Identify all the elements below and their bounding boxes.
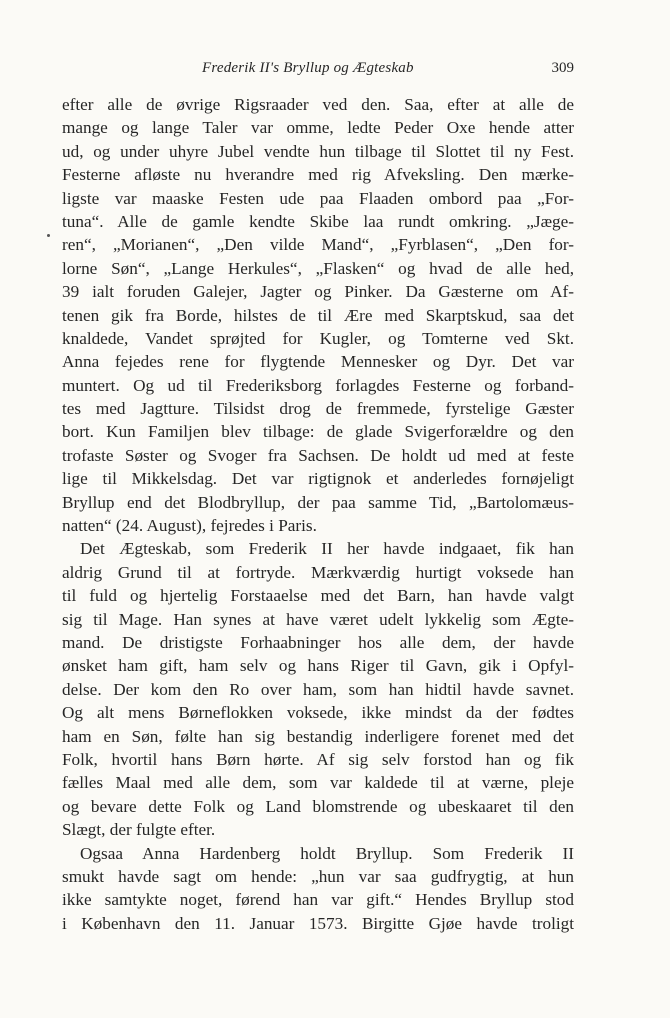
text-line: i København den 11. Januar 1573. Birgitte Gjøe havde troligt [62,913,574,933]
text-line: ren“, „Morianen“, „Den vilde Mand“, „Fyrblasen“, „Den for- [62,235,574,255]
page-header [62,60,574,82]
text-line: Folk, hvortil hans Børn hørte. Af sig selv forstod han og fik [62,749,574,769]
paragraph-start-line: Det Ægteskab, som Frederik II her havde indgaaet, fik han [80,539,574,559]
running-title: Frederik II's Bryllup og Ægteskab [202,60,414,76]
text-line: lige til Mikkelsdag. Det var rigtignok et anderledes fornøjeligt [62,469,574,489]
text-line: ud, og under uhyre Jubel vendte hun tilbage til Slottet til ny Fest. [62,141,574,161]
text-line: trofaste Søster og Svoger fra Sachsen. De holdt ud med at feste [62,445,574,465]
text-line: Festerne afløste nu hverandre med rig Afveksling. Den mærke- [62,165,574,185]
text-line: fælles Maal med alle dem, som var kaldede til at værne, pleje [62,773,574,793]
text-line: ham en Søn, følte han sig bestandig inderligere forenet med det [62,726,574,746]
text-line: Bryllup end det Blodbryllup, der paa samme Tid, „Bartolomæus- [62,492,574,512]
text-line: ikke samtykte noget, førend han var gift.“ Hendes Bryllup stod [62,890,574,910]
text-line: aldrig Grund til at fortryde. Mærkværdig hurtigt voksede han [62,562,574,582]
text-line: tuna“. Alle de gamle kendte Skibe laa rundt omkring. „Jæge- [62,211,574,231]
page-number: 309 [551,60,574,76]
text-line: tes med Jagtture. Tilsidst drog de fremmede, fyrstelige Gæster [62,399,574,419]
text-line: knaldede, Vandet sprøjted for Kugler, og Tomterne ved Skt. [62,328,574,348]
text-line: muntert. Og ud til Frederiksborg forlagdes Festerne og forband- [62,375,574,395]
text-line: delse. Der kom den Ro over ham, som han hidtil havde savnet. [62,679,574,699]
text-line: til fuld og hjertelig Forstaaelse med det Barn, han havde valgt [62,586,574,606]
text-line: mand. De dristigste Forhaabninger hos alle dem, der havde [62,632,574,652]
text-line: sig til Mage. Han synes at have været udelt lykkelig som Ægte- [62,609,574,629]
text-line: ønsket ham gift, ham selv og hans Riger til Gavn, gik i Opfyl- [62,656,574,676]
text-line: Og alt mens Børneflokken voksede, ikke mindst da der fødtes [62,703,574,723]
text-line: bort. Kun Familjen blev tilbage: de glade Svigerforældre og den [62,422,574,442]
text-line: og bevare dette Folk og Land blomstrende og ubeskaaret til den [62,796,574,816]
text-line: ligste var maaske Festen ude paa Flaaden ombord paa „For- [62,188,574,208]
paragraph-end-line: Slægt, der fulgte efter. [62,820,216,840]
text-line: efter alle de øvrige Rigsraader ved den. Saa, efter at alle de [62,95,574,114]
body-text [62,93,574,935]
text-line: tenen gik fra Borde, hilstes de til Ære med Skarptskud, saa det [62,305,574,325]
paragraph-start-line: Ogsaa Anna Hardenberg holdt Bryllup. Som Frederik II [80,843,574,863]
text-line: lorne Søn“, „Lange Herkules“, „Flasken“ og hvad de alle hed, [62,258,574,278]
margin-dot [47,234,50,237]
paragraph-end-line: natten“ (24. August), fejredes i Paris. [62,516,317,536]
text-line: Anna fejedes rene for flygtende Mennesker og Dyr. Det var [62,352,574,372]
text-line: 39 ialt foruden Galejer, Jagter og Pinker. Da Gæsterne om Af- [62,282,574,302]
text-line: smukt havde sagt om hende: „hun var saa gudfrygtig, at hun [62,866,574,886]
text-line: mange og lange Taler var omme, ledte Peder Oxe hende atter [62,118,574,138]
